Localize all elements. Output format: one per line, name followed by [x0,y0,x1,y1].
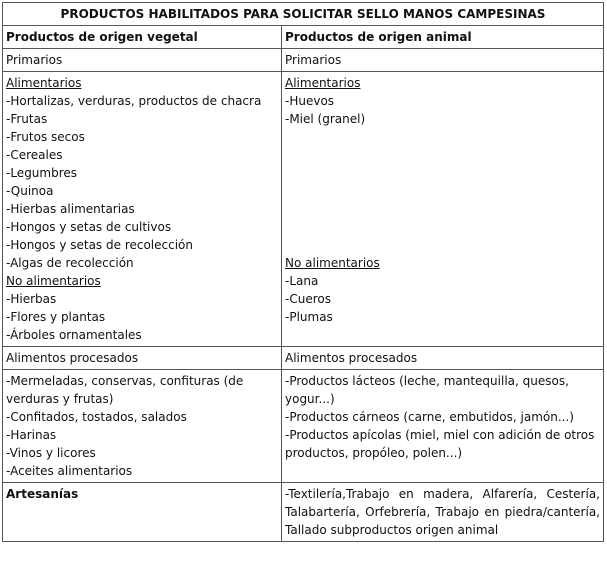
spacer [285,146,600,164]
spacer [285,236,600,254]
list-item: -Frutas [6,112,48,126]
animal-no-alimentarios-label: No alimentarios [285,256,380,270]
title-row [3,3,604,26]
spacer [285,128,600,146]
primarios-label-row [3,49,604,72]
list-item: -Mermeladas, conservas, confituras (de verduras y frutas) [6,374,244,406]
list-item: -Confitados, tostados, salados [6,410,187,424]
vegetal-alimentarios-label: Alimentarios [6,76,82,90]
artesanias-label: Artesanías [3,483,282,542]
procesados-animal-cell [282,370,604,483]
primarios-animal-cell [282,72,604,347]
list-item: -Legumbres [6,166,78,180]
primarios-label-animal: Primarios [282,49,604,72]
products-table [2,2,604,542]
list-item: -Productos cárneos (carne, embutidos, jamón...) [285,410,574,424]
list-item: -Aceites alimentarios [6,464,133,478]
procesados-vegetal-cell [3,370,282,483]
list-item: -Hierbas [6,292,57,306]
primarios-label-vegetal: Primarios [3,49,282,72]
artesanias-row [3,483,604,542]
list-item: -Cereales [6,148,63,162]
list-item: -Hortalizas, verduras, productos de chacra [6,94,262,108]
list-item: -Hongos y setas de recolección [6,238,194,252]
primarios-content-row [3,72,604,347]
list-item: -Árboles ornamentales [6,328,142,342]
list-item: -Frutos secos [6,130,85,144]
list-item: -Productos lácteos (leche, mantequilla, quesos, yogur...) [285,374,569,406]
vegetal-no-alimentarios-label: No alimentarios [6,274,101,288]
list-item: -Hongos y setas de cultivos [6,220,172,234]
primarios-vegetal-cell [3,72,282,347]
column-header-row [3,26,604,49]
list-item: -Flores y plantas [6,310,106,324]
table-title: PRODUCTOS HABILITADOS PARA SOLICITAR SELLO MANOS CAMPESINAS [3,3,604,26]
procesados-label-vegetal: Alimentos procesados [3,347,282,370]
spacer [285,218,600,236]
list-item: -Algas de recolección [6,256,134,270]
list-item: -Quinoa [6,184,54,198]
spacer [285,164,600,182]
list-item: -Hierbas alimentarias [6,202,135,216]
list-item: -Lana [285,274,319,288]
list-item: -Cueros [285,292,331,306]
procesados-label-row [3,347,604,370]
artesanias-text: -Textilería,Trabajo en madera, Alfarería, Cestería, Talabartería, Orfebrería, Trabajo en piedra/cantería, Tallado subproductos origen animal [282,483,604,542]
column-header-animal: Productos de origen animal [282,26,604,49]
list-item: -Productos apícolas (miel, miel con adición de otros productos, propóleo, polen...) [285,428,595,460]
animal-alimentarios-label: Alimentarios [285,76,361,90]
spacer [285,200,600,218]
list-item: -Harinas [6,428,57,442]
column-header-vegetal: Productos de origen vegetal [3,26,282,49]
procesados-content-row [3,370,604,483]
list-item: -Plumas [285,310,333,324]
list-item: -Huevos [285,94,335,108]
spacer [285,182,600,200]
list-item: -Miel (granel) [285,112,366,126]
list-item: -Vinos y licores [6,446,96,460]
procesados-label-animal: Alimentos procesados [282,347,604,370]
